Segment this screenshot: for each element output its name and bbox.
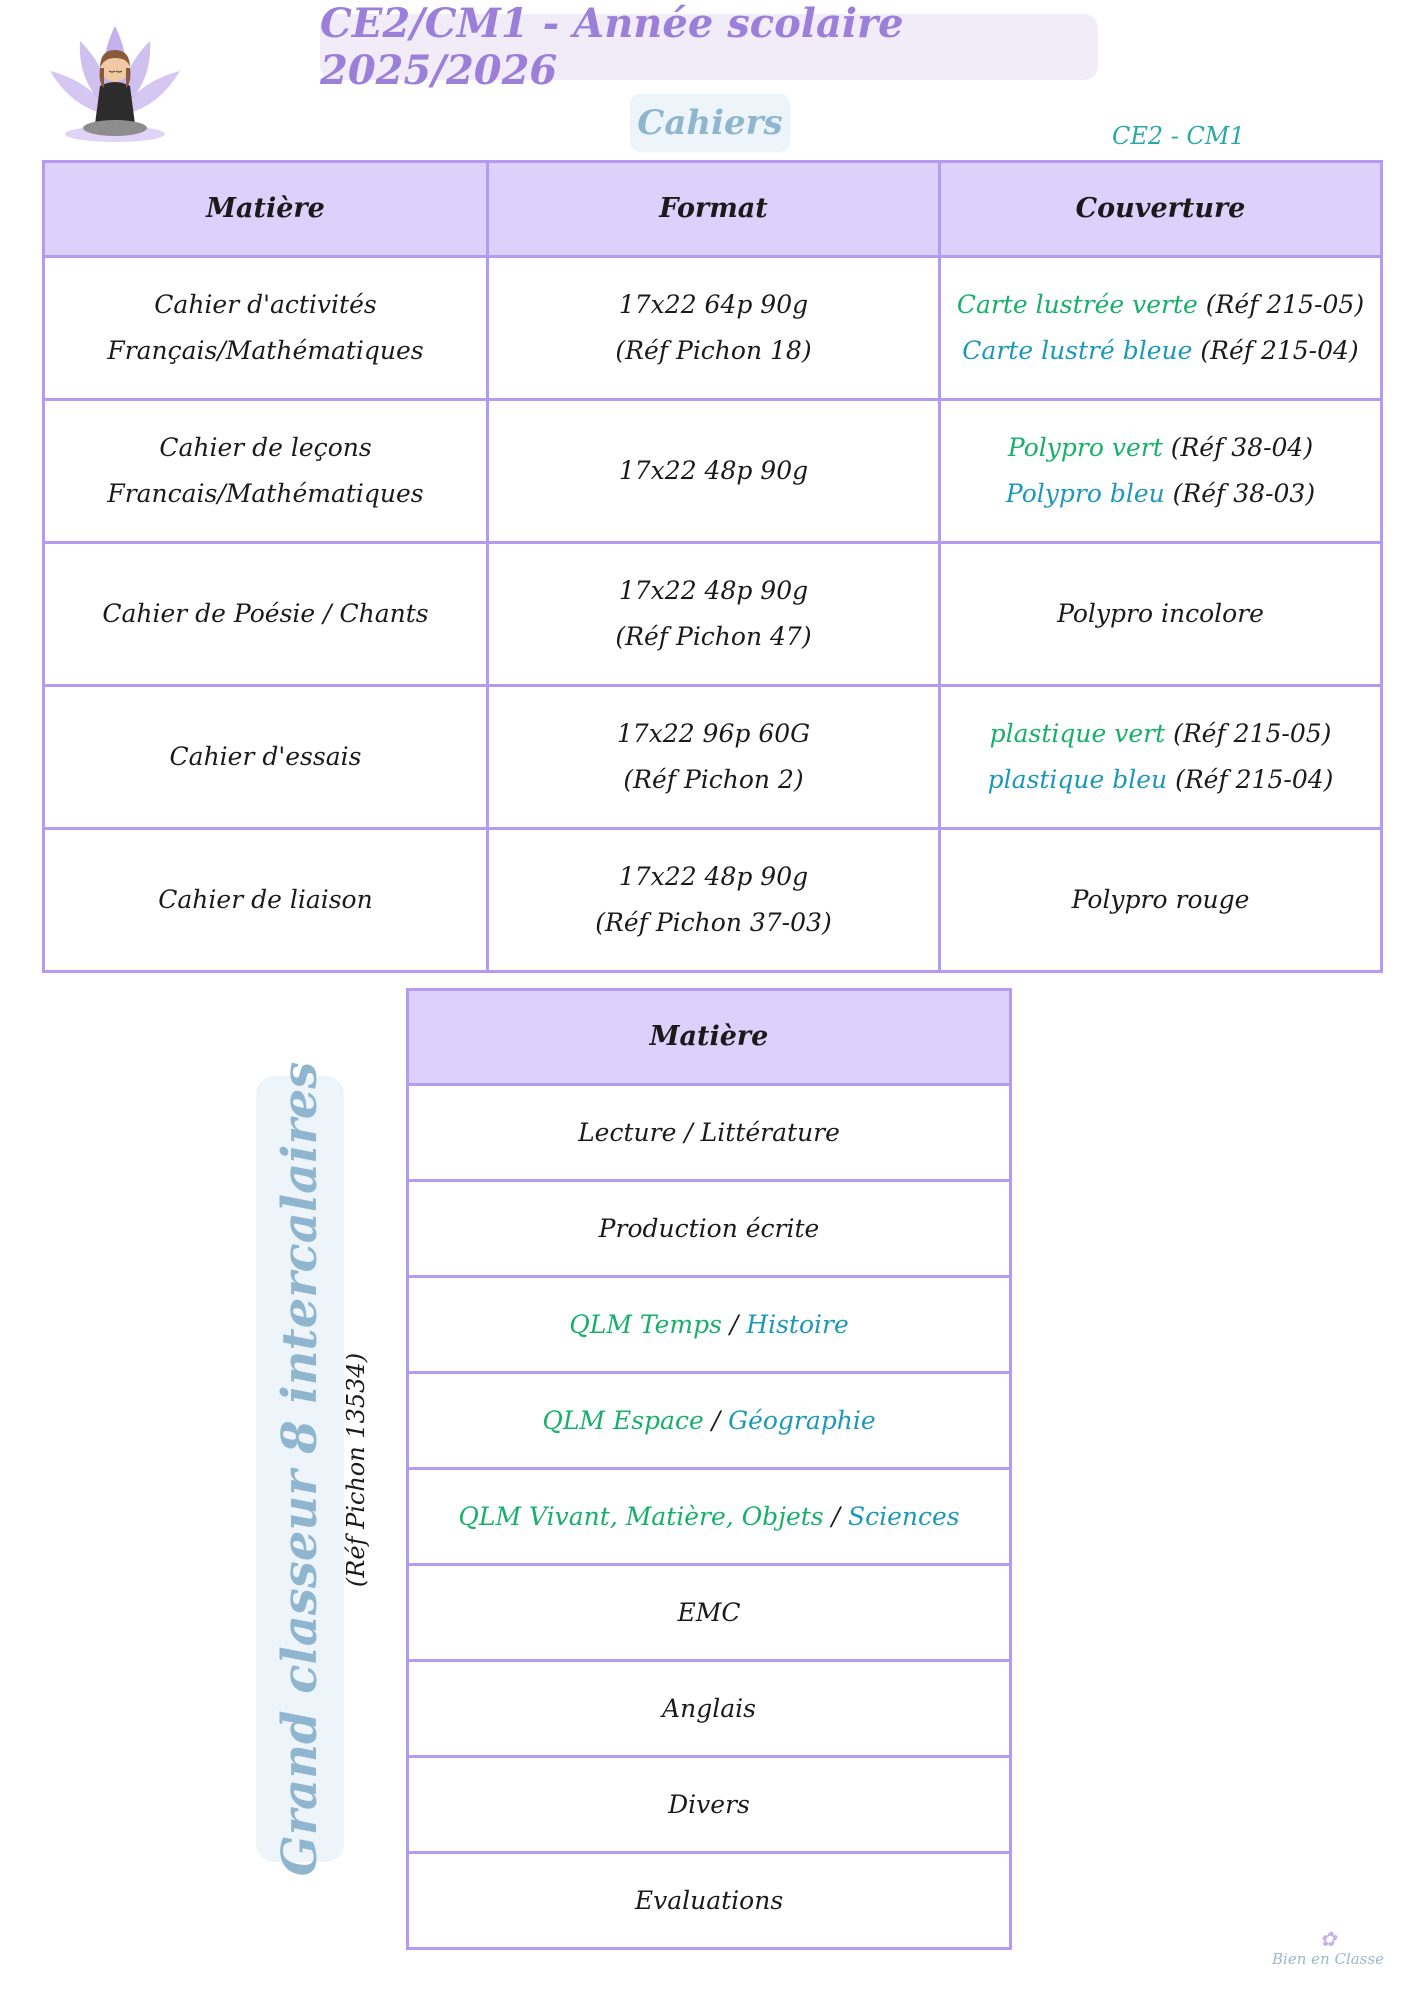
matiere-line: Francais/Mathématiques	[107, 479, 424, 508]
couverture-line	[947, 328, 1374, 374]
table-row	[408, 1469, 1011, 1565]
matiere-line: Français/Mathématiques	[107, 336, 424, 365]
table-row	[44, 686, 1382, 829]
matiere-segment: /	[823, 1501, 848, 1531]
matiere-segment: EMC	[677, 1597, 741, 1627]
cell-matiere	[408, 1373, 1011, 1469]
table-header-row	[408, 990, 1011, 1085]
couverture-line	[947, 282, 1374, 328]
cell-matiere	[44, 257, 488, 400]
matiere-segment: Lecture / Littérature	[578, 1117, 840, 1147]
cell-matiere	[44, 400, 488, 543]
format-line: (Réf Pichon 37-03)	[595, 908, 832, 937]
column-header-matiere: Matière	[44, 162, 488, 257]
cell-matiere	[408, 1565, 1011, 1661]
matiere-line: Cahier d'activités	[154, 290, 377, 319]
couverture-reference: Polypro rouge	[1071, 885, 1250, 914]
lotus-meditation-avatar-icon	[40, 16, 190, 146]
footer-brand-logo	[1268, 1928, 1388, 1968]
classeur-side-title: Grand classeur 8 intercalaires	[272, 1061, 328, 1877]
cell-format	[488, 400, 940, 543]
cell-matiere	[44, 829, 488, 972]
table-row	[44, 400, 1382, 543]
cell-couverture	[940, 543, 1382, 686]
cell-format	[488, 829, 940, 972]
table-row	[408, 1373, 1011, 1469]
cell-matiere	[408, 1277, 1011, 1373]
format-line: (Réf Pichon 18)	[615, 336, 812, 365]
matiere-segment: /	[703, 1405, 729, 1435]
couverture-color-name: Carte lustré bleue	[962, 336, 1193, 365]
couverture-reference: (Réf 215-05)	[1165, 719, 1332, 748]
table-row	[44, 829, 1382, 972]
table-row	[408, 1181, 1011, 1277]
matiere-line: Cahier de Poésie / Chants	[102, 599, 429, 628]
couverture-color-name: plastique bleu	[987, 765, 1168, 794]
lotus-icon: ✿	[1319, 1927, 1337, 1951]
table-row	[408, 1757, 1011, 1853]
matiere-segment: Sciences	[847, 1501, 960, 1531]
couverture-reference: (Réf 38-03)	[1164, 479, 1316, 508]
matiere-segment: QLM Temps	[569, 1309, 722, 1339]
matiere-line: Cahier de leçons	[159, 433, 372, 462]
cell-matiere	[44, 543, 488, 686]
couverture-color-name: Polypro vert	[1007, 433, 1163, 462]
couverture-line	[947, 471, 1374, 517]
matiere-segment: Divers	[668, 1789, 750, 1819]
section-title-cahiers: Cahiers	[630, 94, 790, 152]
cell-matiere	[408, 1469, 1011, 1565]
matiere-segment: Evaluations	[634, 1885, 784, 1915]
page-title: CE2/CM1 - Année scolaire 2025/2026	[320, 14, 1098, 80]
format-line: 17x22 96p 60G	[616, 719, 811, 748]
table-row	[408, 1085, 1011, 1181]
cell-couverture	[940, 829, 1382, 972]
couverture-reference: (Réf 38-04)	[1162, 433, 1314, 462]
couverture-color-name: Carte lustrée verte	[956, 290, 1198, 319]
couverture-line	[947, 711, 1374, 757]
cell-couverture	[940, 400, 1382, 543]
matiere-segment: Anglais	[662, 1693, 756, 1723]
column-header-matiere: Matière	[408, 990, 1011, 1085]
cell-matiere	[408, 1853, 1011, 1949]
couverture-line	[947, 877, 1374, 923]
table-row	[44, 257, 1382, 400]
couverture-line	[947, 757, 1374, 803]
cell-couverture	[940, 257, 1382, 400]
footer-brand-text: Bien en Classe	[1272, 1950, 1384, 1968]
cell-couverture	[940, 686, 1382, 829]
couverture-line	[947, 591, 1374, 637]
column-header-couverture: Couverture	[940, 162, 1382, 257]
table-row	[408, 1277, 1011, 1373]
cell-format	[488, 543, 940, 686]
classeur-side-reference: (Réf Pichon 13534)	[342, 1352, 370, 1588]
couverture-reference: (Réf 215-04)	[1192, 336, 1359, 365]
matiere-line: Cahier d'essais	[169, 742, 362, 771]
table-row	[44, 543, 1382, 686]
matiere-segment: Histoire	[746, 1309, 849, 1339]
matiere-segment: Production écrite	[598, 1213, 820, 1243]
cahiers-table	[42, 160, 1383, 973]
matiere-segment: QLM Vivant, Matière, Objets	[458, 1501, 824, 1531]
table-row	[408, 1565, 1011, 1661]
format-line: (Réf Pichon 47)	[615, 622, 812, 651]
format-line: 17x22 48p 90g	[618, 456, 809, 485]
table-header-row	[44, 162, 1382, 257]
cell-matiere	[408, 1757, 1011, 1853]
couverture-reference: (Réf 215-04)	[1167, 765, 1334, 794]
cell-format	[488, 686, 940, 829]
table-row	[408, 1853, 1011, 1949]
format-line: (Réf Pichon 2)	[623, 765, 804, 794]
column-header-format: Format	[488, 162, 940, 257]
cell-matiere	[44, 686, 488, 829]
table-row	[408, 1661, 1011, 1757]
couverture-color-name: plastique vert	[989, 719, 1166, 748]
cell-matiere	[408, 1085, 1011, 1181]
matiere-segment: Géographie	[728, 1405, 876, 1435]
cell-matiere	[408, 1661, 1011, 1757]
matiere-line: Cahier de liaison	[158, 885, 373, 914]
format-line: 17x22 48p 90g	[618, 862, 809, 891]
format-line: 17x22 64p 90g	[618, 290, 809, 319]
cell-format	[488, 257, 940, 400]
matiere-segment: /	[721, 1309, 747, 1339]
couverture-reference: Polypro incolore	[1057, 599, 1264, 628]
format-line: 17x22 48p 90g	[618, 576, 809, 605]
matiere-segment: QLM Espace	[542, 1405, 704, 1435]
couverture-color-name: Polypro bleu	[1005, 479, 1165, 508]
couverture-line	[947, 425, 1374, 471]
level-label: CE2 - CM1	[1112, 122, 1245, 150]
classeur-table	[406, 988, 1012, 1950]
couverture-reference: (Réf 215-05)	[1197, 290, 1365, 319]
cell-matiere	[408, 1181, 1011, 1277]
